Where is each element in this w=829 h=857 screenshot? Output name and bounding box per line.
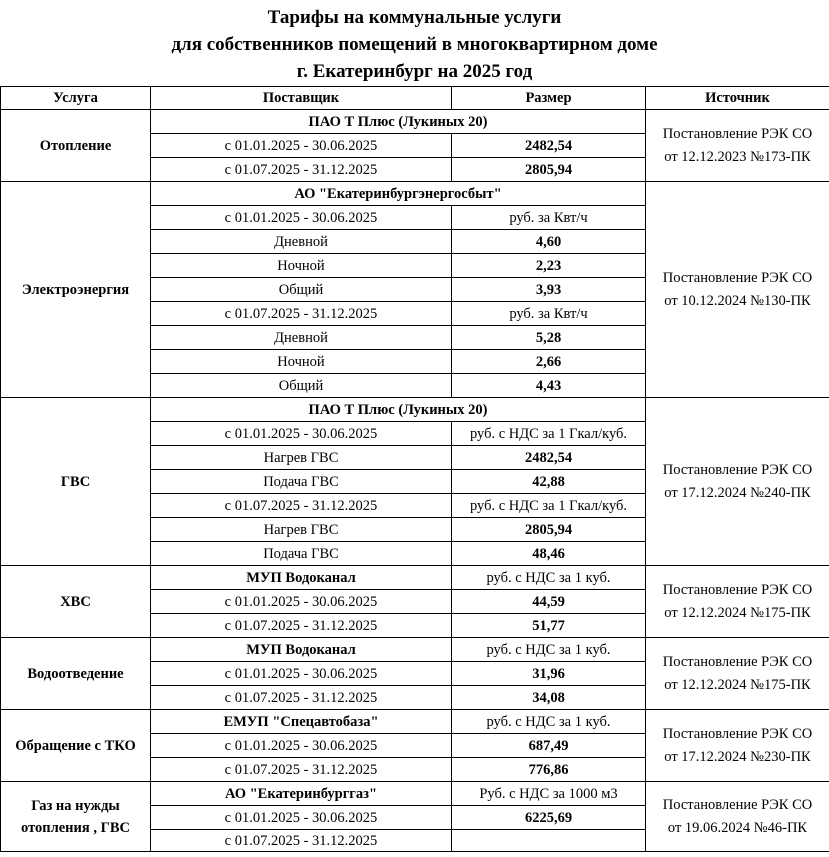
unit-cell: руб. с НДС за 1 Гкал/куб. [452, 494, 646, 518]
component-supply: Подача ГВС [151, 470, 452, 494]
period-cell: с 01.07.2025 - 31.12.2025 [151, 494, 452, 518]
header-row [1, 87, 829, 110]
title-line-1: Тарифы на коммунальные услуги [267, 7, 562, 28]
service-heating: Отопление [1, 110, 151, 182]
title-line-3: г. Екатеринбург на 2025 год [296, 61, 533, 82]
tariff-zone-day: Дневной [151, 326, 452, 350]
header-source: Источник [646, 87, 829, 110]
period-cell: с 01.01.2025 - 30.06.2025 [151, 134, 452, 158]
header-size: Размер [452, 87, 646, 110]
tariff-zone-total: Общий [151, 374, 452, 398]
source-heating [646, 110, 829, 182]
source-drainage [646, 638, 829, 710]
source-gas [646, 782, 829, 852]
source-line-1: Постановление РЭК СО [662, 461, 813, 478]
source-line-1: Постановление РЭК СО [662, 581, 813, 598]
source-line-1: Постановление РЭК СО [662, 653, 813, 670]
service-waste: Обращение с ТКО [1, 710, 151, 782]
value-cell: 44,59 [452, 590, 646, 614]
value-cell: 51,77 [452, 614, 646, 638]
table-row [1, 398, 829, 422]
period-cell: с 01.07.2025 - 31.12.2025 [151, 686, 452, 710]
tariff-zone-day: Дневной [151, 230, 452, 254]
value-cell: 2805,94 [452, 158, 646, 182]
header-service: Услуга [1, 87, 151, 110]
service-gas-line-2: отопления , ГВС [21, 819, 130, 836]
value-cell: 776,86 [452, 758, 646, 782]
period-cell: с 01.01.2025 - 30.06.2025 [151, 590, 452, 614]
source-waste [646, 710, 829, 782]
period-cell: с 01.07.2025 - 31.12.2025 [151, 614, 452, 638]
value-cell: 34,08 [452, 686, 646, 710]
unit-cell: руб. с НДС за 1 куб. [452, 710, 646, 734]
value-cell: 4,60 [452, 230, 646, 254]
source-line-2: от 12.12.2024 №175-ПК [664, 604, 811, 621]
period-cell: с 01.01.2025 - 30.06.2025 [151, 206, 452, 230]
value-cell: 42,88 [452, 470, 646, 494]
supplier-drainage: МУП Водоканал [151, 638, 452, 662]
source-line-2: от 12.12.2024 №175-ПК [664, 676, 811, 693]
component-supply: Подача ГВС [151, 542, 452, 566]
source-line-2: от 17.12.2024 №230-ПК [664, 748, 811, 765]
value-cell: 687,49 [452, 734, 646, 758]
unit-cell: Руб. с НДС за 1000 м3 [452, 782, 646, 806]
period-cell: с 01.01.2025 - 30.06.2025 [151, 734, 452, 758]
value-cell: 2,66 [452, 350, 646, 374]
tariff-table [0, 86, 829, 852]
unit-cell: руб. с НДС за 1 куб. [452, 566, 646, 590]
source-electricity [646, 182, 829, 398]
table-row [1, 566, 829, 590]
supplier-electricity: АО "Екатеринбургэнергосбыт" [151, 182, 646, 206]
supplier-hotwater: ПАО Т Плюс (Лукиных 20) [151, 398, 646, 422]
source-line-1: Постановление РЭК СО [662, 796, 813, 813]
supplier-gas: АО "Екатеринбурггаз" [151, 782, 452, 806]
value-cell: 6225,69 [452, 806, 646, 830]
value-cell: 2482,54 [452, 134, 646, 158]
value-cell: 5,28 [452, 326, 646, 350]
source-line-2: от 17.12.2024 №240-ПК [664, 484, 811, 501]
title-line-2: для собственников помещений в многоквартирном доме [171, 34, 658, 55]
supplier-coldwater: МУП Водоканал [151, 566, 452, 590]
header-supplier: Поставщик [151, 87, 452, 110]
period-cell: с 01.01.2025 - 30.06.2025 [151, 662, 452, 686]
unit-cell: руб. с НДС за 1 куб. [452, 638, 646, 662]
value-cell: 2805,94 [452, 518, 646, 542]
source-line-2: от 19.06.2024 №46-ПК [667, 819, 808, 836]
source-hotwater [646, 398, 829, 566]
document-title [0, 0, 829, 86]
supplier-heating: ПАО Т Плюс (Лукиных 20) [151, 110, 646, 134]
table-row [1, 710, 829, 734]
unit-cell: руб. с НДС за 1 Гкал/куб. [452, 422, 646, 446]
table-row [1, 782, 829, 806]
service-drainage: Водоотведение [1, 638, 151, 710]
source-line-1: Постановление РЭК СО [662, 269, 813, 286]
value-cell: 3,93 [452, 278, 646, 302]
service-gas-line-1: Газ на нужды [31, 797, 120, 814]
period-cell: с 01.01.2025 - 30.06.2025 [151, 422, 452, 446]
source-line-1: Постановление РЭК СО [662, 125, 813, 142]
tariff-zone-night: Ночной [151, 350, 452, 374]
source-coldwater [646, 566, 829, 638]
period-cell: с 01.07.2025 - 31.12.2025 [151, 302, 452, 326]
unit-cell: руб. за Квт/ч [452, 206, 646, 230]
value-cell: 2,23 [452, 254, 646, 278]
supplier-waste: ЕМУП "Спецавтобаза" [151, 710, 452, 734]
tariff-zone-night: Ночной [151, 254, 452, 278]
value-cell: 48,46 [452, 542, 646, 566]
period-cell: с 01.01.2025 - 30.06.2025 [151, 806, 452, 830]
component-heat: Нагрев ГВС [151, 446, 452, 470]
service-hotwater: ГВС [1, 398, 151, 566]
period-cell: с 01.07.2025 - 31.12.2025 [151, 158, 452, 182]
source-line-2: от 12.12.2023 №173-ПК [664, 148, 811, 165]
table-row [1, 110, 829, 134]
table-row [1, 638, 829, 662]
period-cell: с 01.07.2025 - 31.12.2025 [151, 830, 452, 852]
tariff-zone-total: Общий [151, 278, 452, 302]
table-row [1, 182, 829, 206]
value-cell: 4,43 [452, 374, 646, 398]
value-cell: 2482,54 [452, 446, 646, 470]
service-gas [1, 782, 151, 852]
period-cell: с 01.07.2025 - 31.12.2025 [151, 758, 452, 782]
service-coldwater: ХВС [1, 566, 151, 638]
source-line-2: от 10.12.2024 №130-ПК [664, 292, 811, 309]
source-line-1: Постановление РЭК СО [662, 725, 813, 742]
service-electricity: Электроэнергия [1, 182, 151, 398]
component-heat: Нагрев ГВС [151, 518, 452, 542]
value-cell [452, 830, 646, 852]
unit-cell: руб. за Квт/ч [452, 302, 646, 326]
value-cell: 31,96 [452, 662, 646, 686]
